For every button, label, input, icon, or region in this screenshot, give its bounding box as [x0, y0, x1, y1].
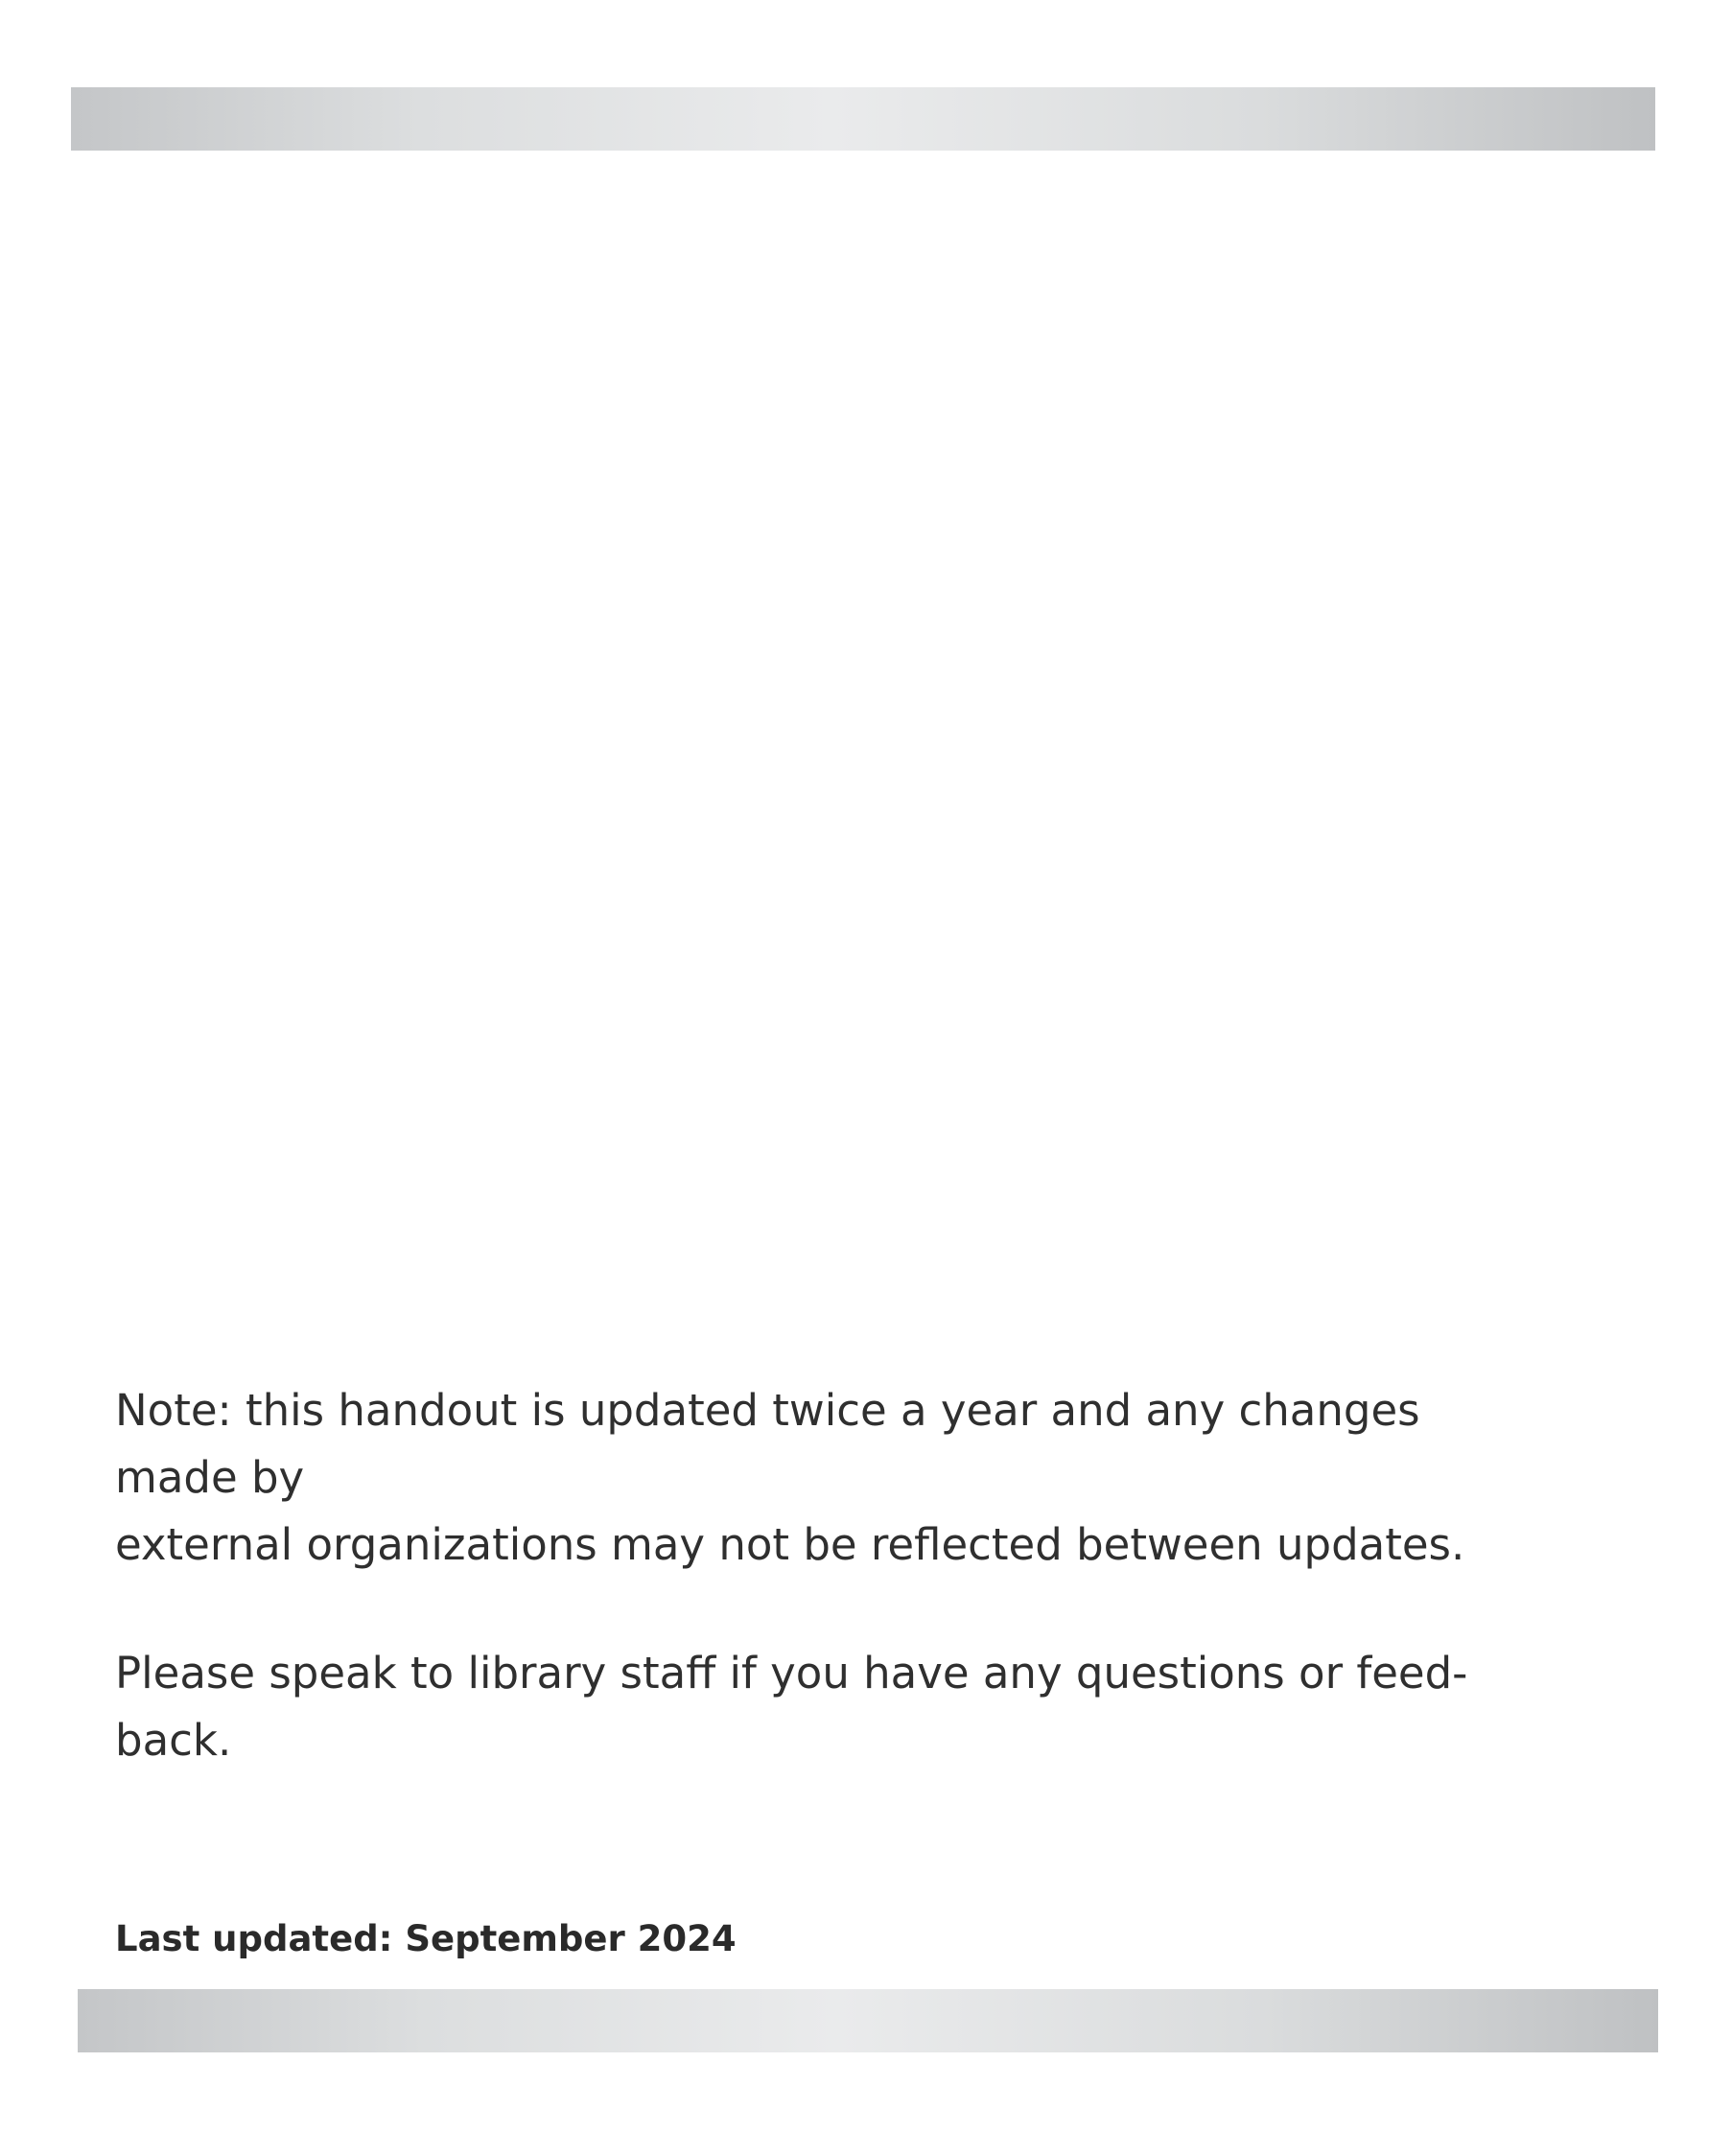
- feedback-note-line-2: back.: [115, 1715, 232, 1766]
- top-decorative-band: [71, 87, 1655, 151]
- update-note-line-2: made by: [115, 1452, 305, 1503]
- feedback-note: [115, 1640, 1468, 1774]
- update-note-line-3: external organizations may not be reflected between updates.: [115, 1519, 1465, 1570]
- bottom-decorative-band: [78, 1989, 1658, 2052]
- update-note-line-1: Note: this handout is updated twice a year and any changes: [115, 1385, 1420, 1436]
- update-note: [115, 1377, 1465, 1579]
- feedback-note-line-1: Please speak to library staff if you have any questions or feed-: [115, 1648, 1468, 1699]
- last-updated-date: Last updated: September 2024: [115, 1918, 737, 1959]
